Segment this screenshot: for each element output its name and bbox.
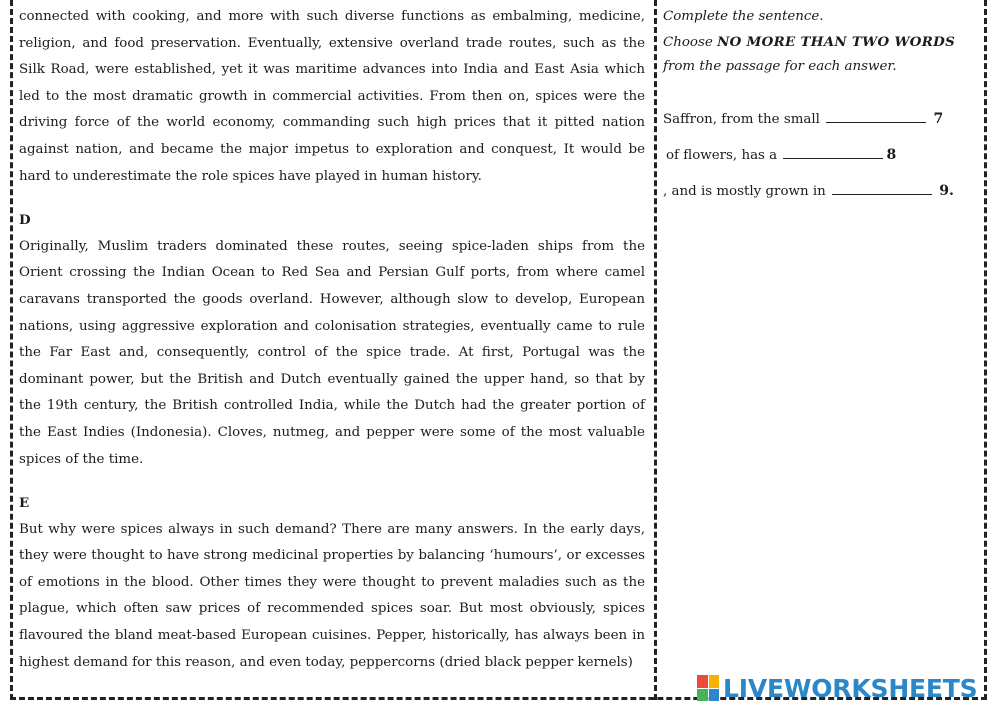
logo-text: LIVEWORKSHEETS	[723, 673, 978, 703]
answer-blank-8[interactable]	[783, 146, 883, 159]
liveworksheets-logo	[697, 673, 977, 703]
instruction-line-3: from the passage for each answer.	[663, 59, 897, 74]
paragraph-e-label: E	[19, 495, 30, 512]
instruction-word-limit: NO MORE THAN TWO WORDS	[717, 33, 956, 50]
question-8-number: 8	[886, 146, 897, 163]
question-7	[663, 110, 981, 129]
question-8-text: of flowers, has a	[666, 147, 778, 163]
column-divider	[654, 0, 657, 700]
question-7-text: Saffron, from the small	[663, 111, 820, 127]
question-9-number: 9.	[939, 182, 954, 199]
logo-tile-2	[709, 675, 720, 688]
instruction-line-2	[663, 30, 981, 56]
logo-tile-1	[697, 675, 708, 688]
paragraph-e: But why were spices always in such demand? There are many answers. In the early days, they were thought to have strong medicinal properties by balancing ‘humours’, or excesses of emotions in the blood. Other times they were thought to prevent maladies such as the plague, which often saw prices of recommended spices soar. But most obviously, spices flavoured the bland meat-based European cuisines. Pepper, historically, has always been in highest demand for this reason, and even today, peppercorns (dried black pepper kernels)	[19, 521, 645, 670]
answer-blank-7[interactable]	[826, 110, 926, 123]
logo-tile-3	[697, 689, 708, 702]
logo-mark-icon	[697, 675, 719, 701]
logo-tile-4	[709, 689, 720, 702]
instruction-choose: Choose	[663, 34, 713, 50]
reading-passage	[19, 4, 645, 676]
instruction-line-1: Complete the sentence.	[663, 9, 824, 24]
paragraph-c-continued: connected with cooking, and more with such diverse functions as embalming, medicine, religion, and food preservation. Eventually, extensive overland trade routes, such as the Silk Road, were established, yet it was maritime advances into India and East Asia which led to the most dramatic growth in commercial activities. From then on, spices were the driving force of the world economy, commanding such high prices that it pitted nation against nation, and became the major impetus to exploration and conquest, It would be hard to underestimate the role spices have played in human history.	[19, 9, 645, 184]
question-7-number: 7	[933, 110, 944, 127]
paragraph-d: Originally, Muslim traders dominated these routes, seeing spice-laden ships from the Orient crossing the Indian Ocean to Red Sea and Persian Gulf ports, from where camel caravans transported the goods overland. However, although slow to develop, European nations, using aggressive exploration and colonisation strategies, eventually came to rule the Far East and, consequently, control of the spice trade. At first, Portugal was the dominant power, but the British and Dutch eventually gained the upper hand, so that by the 19th century, the British controlled India, while the Dutch had the greater portion of the East Indies (Indonesia). Cloves, nutmeg, and pepper were some of the most valuable spices of the time.	[19, 238, 645, 467]
answer-blank-9[interactable]	[832, 182, 932, 195]
question-9	[663, 182, 981, 201]
question-8	[663, 146, 981, 165]
paragraph-d-label: D	[19, 212, 31, 229]
question-9-text: , and is mostly grown in	[663, 183, 826, 199]
question-panel	[663, 5, 981, 201]
